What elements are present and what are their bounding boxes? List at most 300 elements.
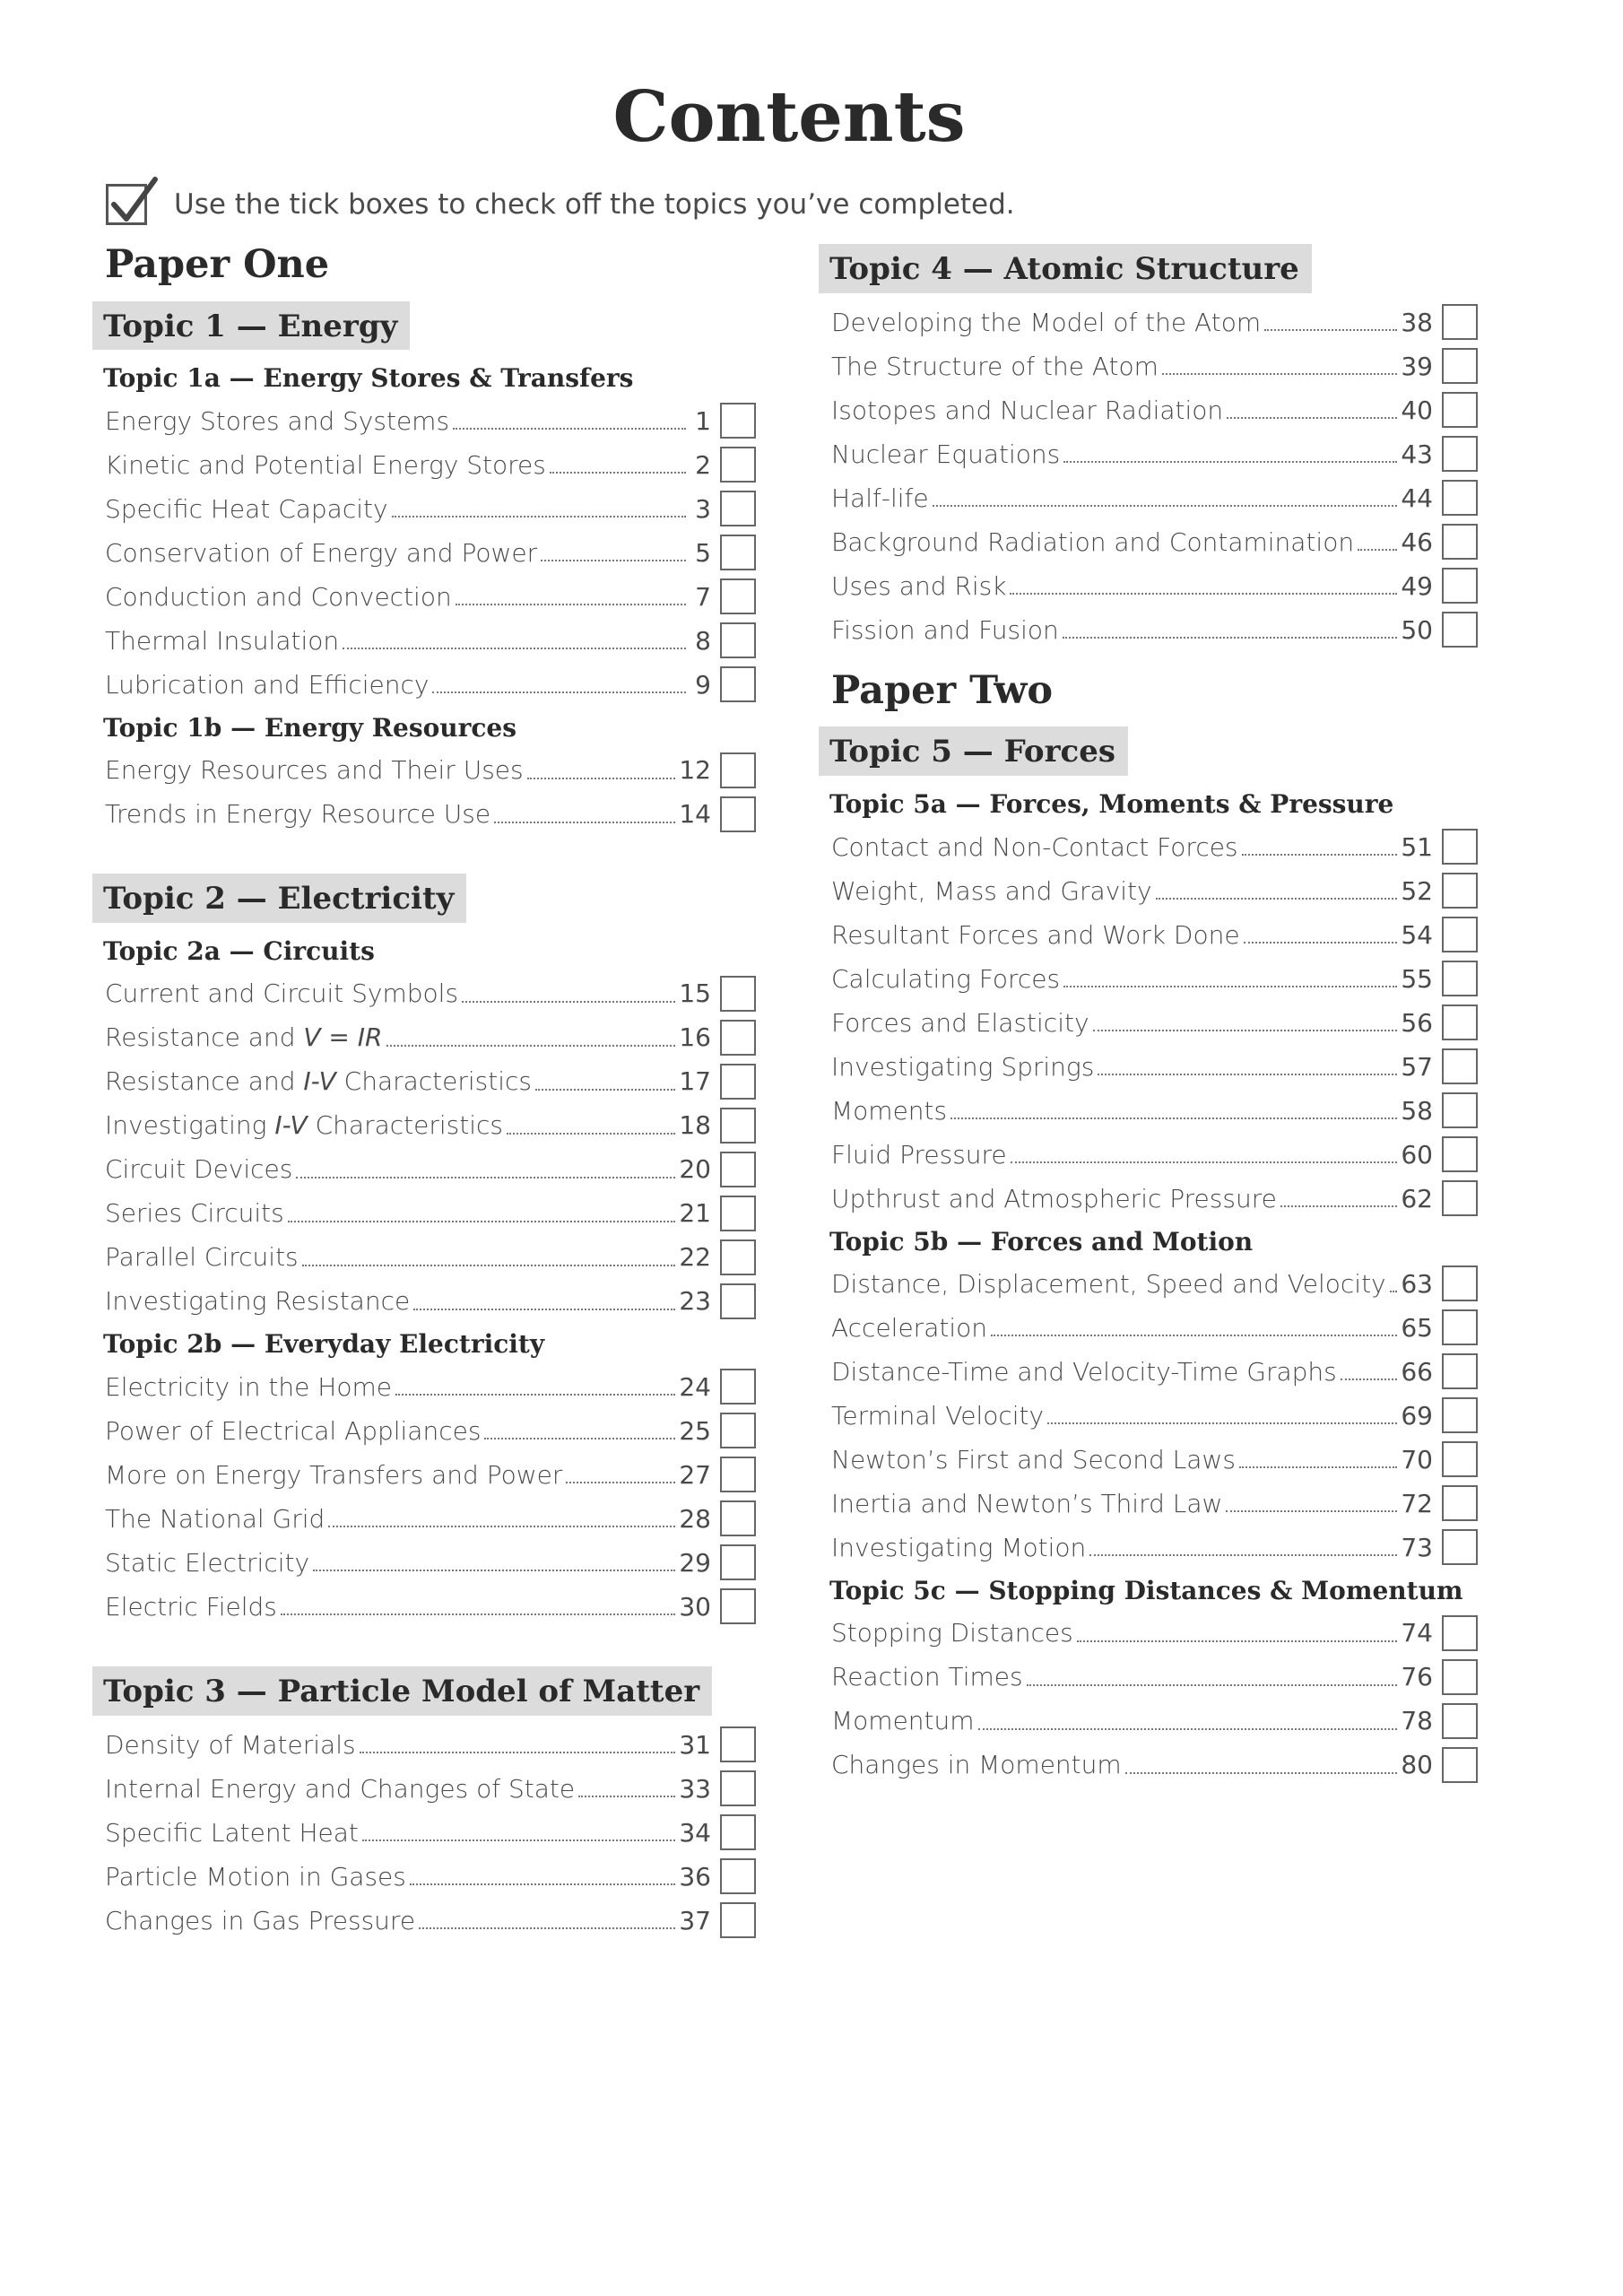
dot-leader xyxy=(1063,621,1398,639)
toc-entry-label: Fission and Fusion xyxy=(831,614,1059,645)
toc-entry xyxy=(819,1655,1478,1699)
tick-box[interactable] xyxy=(1442,1397,1478,1433)
toc-entry-label: Forces and Elasticity xyxy=(831,1007,1089,1038)
tick-box[interactable] xyxy=(720,666,756,702)
subtopic-heading: Topic 2a — Circuits xyxy=(103,935,375,966)
dot-leader xyxy=(1264,313,1397,331)
toc-entry-label: Lubrication and Efficiency xyxy=(105,669,430,700)
dot-leader xyxy=(395,1378,675,1396)
toc-entry xyxy=(92,748,756,792)
toc-entry-label: Electricity in the Home xyxy=(105,1371,392,1402)
toc-list xyxy=(92,1365,756,1629)
toc-entry xyxy=(819,1306,1478,1350)
page-number: 8 xyxy=(695,625,711,656)
dot-leader xyxy=(1162,357,1397,375)
toc-entry xyxy=(92,1235,756,1279)
tick-box[interactable] xyxy=(1442,829,1478,865)
page-number: 54 xyxy=(1401,919,1433,950)
page-number: 22 xyxy=(679,1242,711,1273)
toc-entry-label: Stopping Distances xyxy=(831,1618,1073,1648)
tick-box[interactable] xyxy=(720,1413,756,1448)
page-number: 37 xyxy=(679,1905,711,1935)
page-number: 1 xyxy=(695,405,711,436)
page-number: 23 xyxy=(679,1286,711,1317)
tick-box[interactable] xyxy=(1442,1048,1478,1084)
dot-leader xyxy=(1341,1362,1398,1380)
page-number: 3 xyxy=(695,493,711,524)
page-number: 34 xyxy=(679,1817,711,1848)
toc-entry-label-italic: V = IR xyxy=(303,1022,383,1053)
dot-leader xyxy=(1011,1145,1398,1163)
toc-entry xyxy=(819,1001,1478,1045)
toc-entry-label: Changes in Gas Pressure xyxy=(105,1905,416,1935)
page-number: 16 xyxy=(679,1022,711,1053)
page-number: 57 xyxy=(1401,1051,1433,1082)
toc-entry-label: Series Circuits xyxy=(105,1198,284,1229)
page-number: 69 xyxy=(1401,1400,1433,1431)
page-number: 65 xyxy=(1401,1312,1433,1343)
tick-box[interactable] xyxy=(720,1108,756,1144)
toc-entry-label: Trends in Energy Resource Use xyxy=(105,799,491,830)
toc-entry-label: Circuit Devices xyxy=(105,1154,293,1185)
toc-entry-label: Internal Energy and Changes of State xyxy=(105,1773,576,1804)
dot-leader xyxy=(288,1205,676,1222)
dot-leader xyxy=(1390,1274,1398,1292)
toc-entry xyxy=(819,1089,1478,1133)
page-number: 44 xyxy=(1401,483,1433,513)
page-number: 63 xyxy=(1401,1268,1433,1299)
toc-entry-label: Acceleration xyxy=(831,1312,987,1343)
tick-box[interactable] xyxy=(1442,1659,1478,1695)
right-column xyxy=(819,244,1478,1787)
toc-list xyxy=(92,399,756,707)
toc-entry-label-part: Investigating xyxy=(105,1110,275,1141)
toc-entry xyxy=(92,531,756,575)
toc-entry xyxy=(92,443,756,487)
toc-entry-label: Current and Circuit Symbols xyxy=(105,978,459,1009)
tick-box[interactable] xyxy=(1442,480,1478,516)
tick-box[interactable] xyxy=(720,535,756,570)
toc-entry xyxy=(819,344,1478,388)
toc-list xyxy=(819,1611,1478,1787)
dot-leader xyxy=(527,761,676,779)
toc-entry xyxy=(819,1611,1478,1655)
toc-entry-label: Investigating Motion xyxy=(831,1532,1087,1562)
toc-entry-label: Particle Motion in Gases xyxy=(105,1861,406,1892)
toc-entry-label: Thermal Insulation xyxy=(105,625,340,656)
toc-list xyxy=(819,1262,1478,1570)
dot-leader xyxy=(566,1465,675,1483)
toc-entry xyxy=(92,1059,756,1103)
dot-leader xyxy=(456,587,686,605)
toc-entry-label: Static Electricity xyxy=(105,1547,310,1578)
toc-entry-label: Investigating Springs xyxy=(831,1051,1095,1082)
topic-heading: Topic 5 — Forces xyxy=(819,726,1128,776)
page-number: 27 xyxy=(679,1459,711,1490)
dot-leader xyxy=(1063,970,1397,987)
toc-list xyxy=(92,748,756,836)
tick-box[interactable] xyxy=(1442,568,1478,604)
page-number: 73 xyxy=(1401,1532,1433,1562)
page-number: 66 xyxy=(1401,1356,1433,1387)
tick-box[interactable] xyxy=(720,1726,756,1762)
dot-leader xyxy=(1047,1406,1397,1424)
toc-entry xyxy=(92,619,756,663)
dot-leader xyxy=(1239,1450,1397,1468)
toc-entry-label-part: Characteristics xyxy=(307,1110,503,1141)
page-number: 50 xyxy=(1401,614,1433,645)
tick-box[interactable] xyxy=(1442,1353,1478,1389)
toc-entry-label: Energy Stores and Systems xyxy=(105,405,450,436)
toc-entry-label: Contact and Non-Contact Forces xyxy=(831,831,1238,862)
toc-entry xyxy=(819,825,1478,869)
page-number: 9 xyxy=(695,669,711,700)
toc-entry-label: Conduction and Convection xyxy=(105,581,452,612)
toc-entry-label: Kinetic and Potential Energy Stores xyxy=(105,449,546,480)
dot-leader xyxy=(362,1823,675,1841)
toc-entry xyxy=(92,1899,756,1943)
dot-leader xyxy=(1098,1057,1397,1075)
toc-entry-label: Uses and Risk xyxy=(831,570,1007,601)
page-number: 58 xyxy=(1401,1095,1433,1126)
toc-entry xyxy=(92,399,756,443)
page-number: 56 xyxy=(1401,1007,1433,1038)
tick-box[interactable] xyxy=(1442,348,1478,384)
page-number: 39 xyxy=(1401,351,1433,381)
page-number: 78 xyxy=(1401,1706,1433,1736)
page-number: 46 xyxy=(1401,526,1433,557)
tick-box[interactable] xyxy=(720,403,756,439)
dot-leader xyxy=(343,631,686,649)
tick-box[interactable] xyxy=(720,578,756,614)
tick-box[interactable] xyxy=(1442,1180,1478,1216)
tick-box[interactable] xyxy=(1442,1703,1478,1739)
tick-box[interactable] xyxy=(720,1369,756,1405)
subtopic-heading: Topic 5a — Forces, Moments & Pressure xyxy=(829,789,1394,820)
tick-box[interactable] xyxy=(1442,1136,1478,1172)
toc-entry xyxy=(819,300,1478,344)
tick-box[interactable] xyxy=(720,447,756,483)
dot-leader xyxy=(1125,1756,1398,1774)
tick-box[interactable] xyxy=(720,1152,756,1187)
toc-list xyxy=(92,1723,756,1943)
dot-leader xyxy=(313,1553,675,1571)
tick-box[interactable] xyxy=(720,1858,756,1894)
topic-heading: Topic 4 — Atomic Structure xyxy=(819,244,1312,293)
toc-entry-label: Changes in Momentum xyxy=(831,1750,1122,1780)
toc-entry xyxy=(819,957,1478,1001)
toc-entry-label: Fluid Pressure xyxy=(831,1139,1007,1170)
tick-box[interactable] xyxy=(720,491,756,526)
page-number: 70 xyxy=(1401,1444,1433,1474)
toc-entry xyxy=(92,1147,756,1191)
tick-box[interactable] xyxy=(1442,304,1478,340)
tick-box[interactable] xyxy=(720,1770,756,1806)
page-title: Contents xyxy=(612,76,966,158)
toc-entry xyxy=(92,1453,756,1497)
page-number: 36 xyxy=(679,1861,711,1892)
toc-entry xyxy=(819,1177,1478,1221)
instruction-row xyxy=(106,179,1015,230)
toc-entry-label-part: Resistance and xyxy=(105,1022,304,1053)
tick-box[interactable] xyxy=(1442,1485,1478,1521)
topic-heading: Topic 1 — Energy xyxy=(92,301,410,351)
tick-box[interactable] xyxy=(720,1283,756,1319)
toc-entry xyxy=(92,1497,756,1541)
page-number: 21 xyxy=(679,1198,711,1229)
subtopic-heading: Topic 5c — Stopping Distances & Momentum xyxy=(829,1575,1463,1605)
tick-box[interactable] xyxy=(720,622,756,658)
toc-entry-label: Background Radiation and Contamination xyxy=(831,526,1355,557)
toc-entry-label: Electric Fields xyxy=(105,1591,277,1622)
page-number: 15 xyxy=(679,978,711,1009)
page-number: 60 xyxy=(1401,1139,1433,1170)
toc-entry-label-italic: I-V xyxy=(274,1110,308,1141)
dot-leader xyxy=(550,456,686,474)
dot-leader xyxy=(1063,445,1397,463)
dot-leader xyxy=(302,1248,676,1266)
tick-box[interactable] xyxy=(720,976,756,1012)
toc-entry-label: Developing the Model of the Atom xyxy=(831,307,1262,337)
toc-entry-label: Parallel Circuits xyxy=(105,1242,299,1273)
toc-entry-label: Resultant Forces and Work Done xyxy=(831,919,1240,950)
dot-leader xyxy=(950,1101,1397,1119)
topic-heading: Topic 2 — Electricity xyxy=(92,874,466,923)
toc-entry xyxy=(819,1699,1478,1743)
page-number: 20 xyxy=(679,1154,711,1185)
toc-entry xyxy=(819,1133,1478,1177)
toc-entry-label: Terminal Velocity xyxy=(831,1400,1045,1431)
page-number: 38 xyxy=(1401,307,1433,337)
paper-one-heading: Paper One xyxy=(105,242,330,287)
dot-leader xyxy=(535,1073,675,1091)
tick-box[interactable] xyxy=(1442,392,1478,428)
page-number: 5 xyxy=(695,537,711,568)
dot-leader xyxy=(413,1292,675,1310)
dot-leader xyxy=(281,1597,675,1615)
tick-box[interactable] xyxy=(1442,873,1478,909)
page-number: 49 xyxy=(1401,570,1433,601)
toc-entry xyxy=(92,971,756,1015)
toc-entry-label: Moments xyxy=(831,1095,948,1126)
page-number: 33 xyxy=(679,1773,711,1804)
page-number: 25 xyxy=(679,1415,711,1446)
toc-entry-label xyxy=(105,1066,532,1096)
dot-leader xyxy=(328,1509,675,1527)
tick-box[interactable] xyxy=(1442,612,1478,648)
toc-list xyxy=(819,300,1478,652)
toc-entry-label-italic: I-V xyxy=(303,1066,336,1097)
tick-box[interactable] xyxy=(720,1902,756,1938)
toc-entry xyxy=(819,1262,1478,1306)
checkmark-icon xyxy=(107,174,161,228)
dot-leader xyxy=(392,500,686,517)
dot-leader xyxy=(578,1779,675,1797)
dot-leader xyxy=(494,805,675,823)
tick-box[interactable] xyxy=(1442,1265,1478,1301)
dot-leader xyxy=(507,1117,675,1135)
toc-entry xyxy=(92,1585,756,1629)
page-number: 24 xyxy=(679,1371,711,1402)
dot-leader xyxy=(978,1712,1398,1730)
tick-box[interactable] xyxy=(720,796,756,832)
toc-entry-label: More on Energy Transfers and Power xyxy=(105,1459,563,1490)
toc-list xyxy=(92,971,756,1323)
subtopic-heading: Topic 1b — Energy Resources xyxy=(103,712,516,743)
tick-box[interactable] xyxy=(1442,917,1478,952)
dot-leader xyxy=(1227,401,1397,419)
toc-entry xyxy=(92,1855,756,1899)
toc-entry xyxy=(92,1191,756,1235)
subtopic-heading: Topic 5b — Forces and Motion xyxy=(829,1226,1254,1257)
tick-box[interactable] xyxy=(720,1500,756,1536)
toc-entry xyxy=(819,476,1478,520)
dot-leader xyxy=(360,1735,676,1753)
toc-entry-label: The Structure of the Atom xyxy=(831,351,1159,381)
toc-entry-label: Reaction Times xyxy=(831,1662,1023,1692)
dot-leader xyxy=(933,489,1398,507)
toc-entry xyxy=(92,1015,756,1059)
toc-entry xyxy=(92,1811,756,1855)
dot-leader xyxy=(453,412,686,430)
page-number: 14 xyxy=(679,799,711,830)
page-number: 72 xyxy=(1401,1488,1433,1518)
toc-entry xyxy=(819,520,1478,564)
dot-leader xyxy=(1156,882,1398,900)
toc-entry xyxy=(92,1767,756,1811)
toc-entry xyxy=(819,1743,1478,1787)
tick-box[interactable] xyxy=(1442,1309,1478,1345)
toc-entry xyxy=(92,1409,756,1453)
toc-entry-label: Inertia and Newton’s Third Law xyxy=(831,1488,1223,1518)
topic-heading: Topic 3 — Particle Model of Matter xyxy=(92,1666,712,1716)
instruction-text: Use the tick boxes to check off the topics you’ve completed. xyxy=(174,188,1015,221)
tick-box[interactable] xyxy=(1442,1529,1478,1565)
toc-entry xyxy=(819,432,1478,476)
toc-entry xyxy=(819,388,1478,432)
toc-entry-label: Distance, Displacement, Speed and Velocity xyxy=(831,1268,1386,1299)
toc-entry-label: Specific Heat Capacity xyxy=(105,493,388,524)
tick-box[interactable] xyxy=(1442,961,1478,996)
tick-box[interactable] xyxy=(720,752,756,788)
tick-box-example xyxy=(106,184,147,225)
page-number: 7 xyxy=(695,581,711,612)
toc-entry-label-part: Resistance and xyxy=(105,1066,304,1097)
dot-leader xyxy=(1242,838,1398,856)
tick-box[interactable] xyxy=(1442,1092,1478,1128)
toc-entry-label: Upthrust and Atmospheric Pressure xyxy=(831,1183,1277,1213)
toc-entry-label: Momentum xyxy=(831,1706,975,1736)
toc-entry-label: Specific Latent Heat xyxy=(105,1817,359,1848)
tick-box[interactable] xyxy=(1442,1747,1478,1783)
dot-leader xyxy=(484,1422,675,1439)
dot-leader xyxy=(419,1911,675,1929)
toc-entry-label: Nuclear Equations xyxy=(831,439,1061,469)
toc-entry-label: Power of Electrical Appliances xyxy=(105,1415,482,1446)
toc-entry-label: Density of Materials xyxy=(105,1729,356,1760)
toc-entry xyxy=(92,1365,756,1409)
toc-entry-label: Isotopes and Nuclear Radiation xyxy=(831,395,1224,425)
dot-leader xyxy=(1244,926,1398,944)
dot-leader xyxy=(1093,1013,1398,1031)
page-number: 76 xyxy=(1401,1662,1433,1692)
toc-entry xyxy=(92,487,756,531)
toc-entry-label xyxy=(105,1110,503,1140)
tick-box[interactable] xyxy=(720,1814,756,1850)
toc-entry-label: Calculating Forces xyxy=(831,963,1061,994)
subtopic-heading: Topic 2b — Everyday Electricity xyxy=(103,1329,545,1360)
dot-leader xyxy=(462,985,675,1003)
toc-entry-label: Energy Resources and Their Uses xyxy=(105,755,524,786)
dot-leader xyxy=(991,1318,1397,1336)
page-number: 55 xyxy=(1401,963,1433,994)
tick-box[interactable] xyxy=(1442,524,1478,560)
toc-entry xyxy=(92,575,756,619)
page-number: 18 xyxy=(679,1110,711,1141)
page-number: 51 xyxy=(1401,831,1433,862)
toc-entry xyxy=(819,1482,1478,1526)
dot-leader xyxy=(296,1161,675,1178)
dot-leader xyxy=(541,544,686,561)
toc-entry xyxy=(92,1723,756,1767)
dot-leader xyxy=(1077,1624,1398,1642)
dot-leader xyxy=(1280,1189,1398,1207)
toc-entry xyxy=(819,1045,1478,1089)
page-number: 80 xyxy=(1401,1750,1433,1780)
tick-box[interactable] xyxy=(720,1196,756,1231)
subtopic-heading: Topic 1a — Energy Stores & Transfers xyxy=(103,363,634,394)
page-number: 62 xyxy=(1401,1183,1433,1213)
toc-entry-label xyxy=(105,1022,383,1052)
toc-entry xyxy=(819,1350,1478,1394)
dot-leader xyxy=(386,1029,676,1047)
toc-entry xyxy=(92,663,756,707)
toc-entry-label: The National Grid xyxy=(105,1503,325,1534)
page-number: 31 xyxy=(679,1729,711,1760)
toc-entry xyxy=(92,792,756,836)
dot-leader xyxy=(1358,533,1397,551)
page-number: 2 xyxy=(695,449,711,480)
page-number: 12 xyxy=(679,755,711,786)
tick-box[interactable] xyxy=(720,1544,756,1580)
toc-entry xyxy=(819,564,1478,608)
toc-entry xyxy=(819,1438,1478,1482)
toc-entry xyxy=(92,1279,756,1323)
left-column xyxy=(92,242,756,1943)
dot-leader xyxy=(1226,1494,1397,1512)
toc-entry-label: Weight, Mass and Gravity xyxy=(831,875,1152,906)
tick-box[interactable] xyxy=(720,1020,756,1056)
tick-box[interactable] xyxy=(720,1457,756,1492)
tick-box[interactable] xyxy=(1442,436,1478,472)
dot-leader xyxy=(1010,577,1397,595)
tick-box[interactable] xyxy=(1442,1615,1478,1651)
tick-box[interactable] xyxy=(1442,1004,1478,1040)
page-number: 74 xyxy=(1401,1618,1433,1648)
toc-list xyxy=(819,825,1478,1221)
toc-entry xyxy=(92,1103,756,1147)
tick-box[interactable] xyxy=(1442,1441,1478,1477)
dot-leader xyxy=(1027,1668,1398,1686)
toc-entry-label: Investigating Resistance xyxy=(105,1286,411,1317)
dot-leader xyxy=(432,675,686,693)
tick-box[interactable] xyxy=(720,1588,756,1624)
tick-box[interactable] xyxy=(720,1239,756,1275)
page-number: 30 xyxy=(679,1591,711,1622)
toc-entry-label: Conservation of Energy and Power xyxy=(105,537,538,568)
tick-box[interactable] xyxy=(720,1064,756,1100)
toc-entry xyxy=(819,1394,1478,1438)
